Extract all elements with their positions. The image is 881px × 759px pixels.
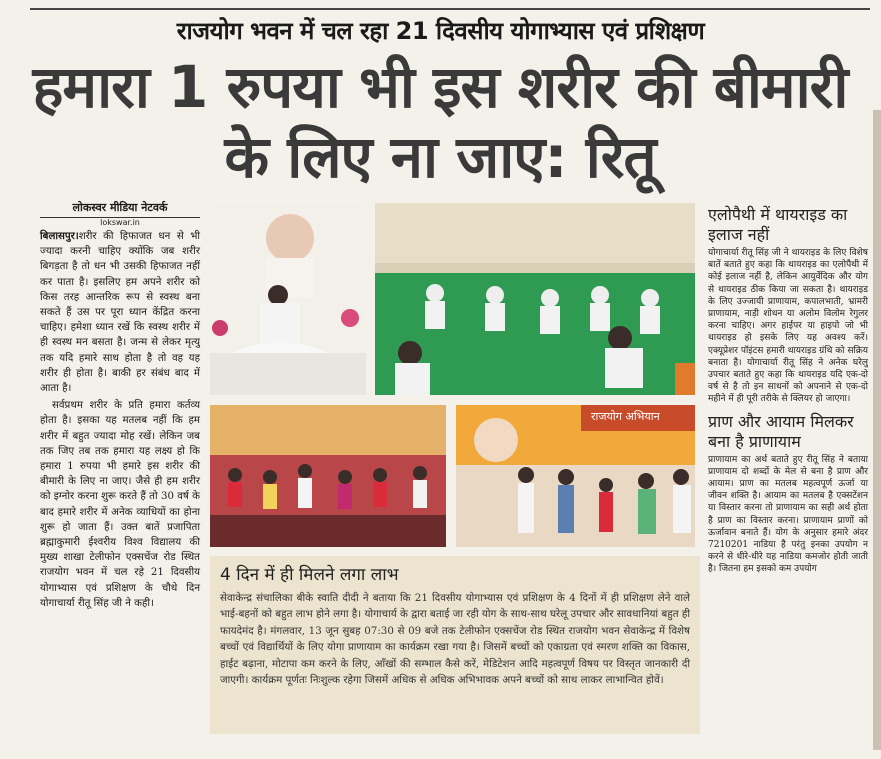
dateline: बिलासपुर। (40, 230, 79, 242)
adjacent-column-edge (873, 110, 881, 750)
photo-stage-event (456, 405, 695, 547)
sidebar-text-thyroid: योगाचार्या रीतू सिंह जी ने थायराइड के लिए विशेष बातें बताते हुए कहा कि थायराइड का एलोपैथी में कोई इलाज नहीं है, लेकिन आयुर्वेदिक और योग से थायराइड ठीक किया जा सकता है। थायराइड के लिए उज्जायी प्राणायाम, कपालभाती, भ्रामरी प्राणायाम, नाड़ी शोधन या अलोम विलोम रेगुलर करना चाहिए। अगर हाईपर या हाइपो जो भी थायराइड हो इसके लिए यह अवश्य करें। एक्यूप्रेशर पॉइंटस हमारी थायराइड ग्रंथि को सक्रिय बनाता है। योगाचार्या रीतू सिंह ने अनेक घरेलु उपचार बताते हुए कहा कि थायराइड यदि एक-दो वर्ष से है तो इन साधनों को अपनाने से एक-दो महीने में ही पूरी तरीके से क्लियर हो जाएगा। (708, 248, 868, 405)
info-box (210, 556, 700, 734)
right-column (708, 205, 868, 582)
info-box-title: 4 दिन में ही मिलने लगा लाभ (220, 565, 399, 585)
article-paragraph-2: सर्वप्रथम शरीर के प्रति हमारा कर्तव्य होता है। इसका यह मतलब नहीं कि हम शरीर में बहुत ज्यादा मोह रखें। लेकिन जब तक जिए तब तक हमारा यह लक्ष्य हो कि हमारा 1 रुपया भी हमारे इस शरीर की बीमारी के लिए ना जाए। जैसे ही हम शरीर को इग्नोर करना शुरू करते हैं तो 30 वर्ष के बाद हमारे शरीर में अनेक व्याधियों का होना शुरू हो जाता हैं। उक्त बातें प्रजापिता ब्रह्माकुमारी ईश्वरीय विश्व विद्यालय की मुख्य शाखा टेलीफोन एक्सचेंज रोड स्थित राजयोग भवन में चल रहे 21 दिवसीय योगाभ्यास एवं प्रशिक्षण के चौथे दिन योगाचार्या रीतू सिंह जी ने कही। (40, 400, 200, 609)
photo-group-yoga (375, 203, 695, 395)
article-headline: हमारा 1 रुपया भी इस शरीर की बीमारी के लिए ना जाए: रितू (32, 53, 848, 191)
sidebar-heading-thyroid: एलोपैथी में थायराइड का इलाज नहीं (708, 205, 848, 244)
sidebar-text-pranayam: प्राणायाम का अर्थ बताते हुए रीतू सिंह ने बताया प्राणायाम दो शब्दों के मेल से बना है प्राण और आयाम। प्राण का मतलब महत्वपूर्ण ऊर्जा या जीवन शक्ति है। आयाम का मतलब है एक्सटेंशन या विस्तार करना तो प्राणायाम का सही अर्थ होता है प्राण का विस्तार करना। प्राणायाम प्राणों को ऊर्जावान बनाते हैं। योग के अनुसार हमारे अंदर 7210201 नाडिया है परंतु इनका उपयोग न करने से धीरे-धीरे यह नाडिया कमजोर होती जाती है। जितना हम इसको कम उपयोग (708, 454, 868, 575)
top-rule (30, 8, 870, 10)
article-paragraph-1 (40, 229, 200, 396)
photo-speaker (210, 203, 366, 395)
left-column (40, 200, 200, 613)
article-kicker: राजयोग भवन में चल रहा 21 दिवसीय योगाभ्यास एवं प्रशिक्षण (176, 17, 705, 45)
photo-children-dance (210, 405, 446, 547)
sidebar-heading-pranayam: प्राण और आयाम मिलकर बना है प्राणायाम (708, 411, 854, 451)
info-box-text: सेवाकेन्द्र संचालिका बीके स्वाति दीदी ने बताया कि 21 दिवसीय योगाभ्यास एवं प्रशिक्षण के 4 दिनों में ही प्रशिक्षण लेने वाले भाई-बहनों को बहुत लाभ होने लगा है। योगाचार्य के द्वारा बताई जा रही योग के साथ-साथ घरेलू उपचार और सावधानियां बहुत ही फायदेमंद है। मंगलवार, 13 जून सुबह 07:30 से 09 बजे तक टेलीफोन एक्सचेंज रोड स्थित राजयोग भवन सेवाकेन्द्र में विशेष बच्चों एवं विद्यार्थियों के लिए योगा प्राणायाम का कार्यक्रम रखा गया है। जिसमें बच्चों को एकाग्रता एवं स्मरण शक्ति का विकास, हाईट बढ़ाना, मोटापा कम करने के लिए, आँखों की सम्भाल कैसे करें, मेडिटेशन आदि महत्वपूर्ण विषय पर विस्तृत जानकारी दी जाएगी। कार्यक्रम पूर्णतः निःशुल्क रहेगा जिसमें अधिक से अधिक अभिभावक अपने बच्चों को साथ लाकर लाभान्वित होवें। (220, 592, 690, 687)
article-paragraph-1-text: शरीर की हिफाजत धन से भी ज्यादा करनी चाहिए क्योंकि जब शरीर बिगड़ता है तो धन भी उसकी हिफाजत नहीं कर पाता है। इसलिए हम अपने शरीर को किस तरह आन्तरिक रूप से स्वस्थ बना सकते हैं उस पर पूरा ध्यान केंद्रित करना चाहिए। हमेशा ध्यान रखें कि स्वस्थ शरीर में ही स्वस्थ मन बसता है। जन्म से लेकर मृत्यु तक यदि हमारे साथ होता है तो वह यह शरीर ही होता है। बाकी हर संबंध बाद में आता है। (40, 231, 200, 395)
stage-banner-text: राजयोग अभियान (591, 410, 660, 423)
byline: लोकस्वर मीडिया नेटवर्क (40, 200, 200, 218)
byline-site: lokswar.in (100, 218, 140, 227)
